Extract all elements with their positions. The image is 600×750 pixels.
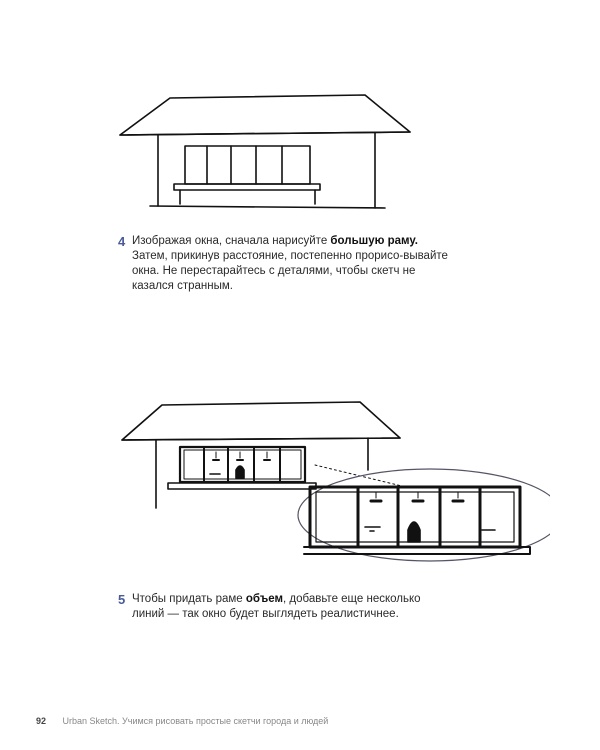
step-5 (118, 592, 448, 622)
house-sketch-step-5 (110, 390, 550, 570)
step-text: Изображая окна, сначала нарисуйте большую раму. Затем, прикинув расстояние, постепенно прорисо-вывайте окна. Не перестарайтесь с деталями, чтобы скетч не казался странным. (132, 235, 448, 292)
step-number: 4 (118, 234, 126, 249)
page-number: 92 (36, 716, 47, 726)
page-footer (36, 716, 328, 726)
house-sketch-step-4 (110, 80, 430, 220)
step-text: Чтобы придать раме объем, добавьте еще несколько линий — так окно будет выглядеть реалистичнее. (132, 593, 421, 620)
step-4 (118, 234, 448, 294)
step-number: 5 (118, 592, 126, 607)
book-title: Urban Sketch. Учимся рисовать простые скетчи города и людей (62, 716, 329, 726)
